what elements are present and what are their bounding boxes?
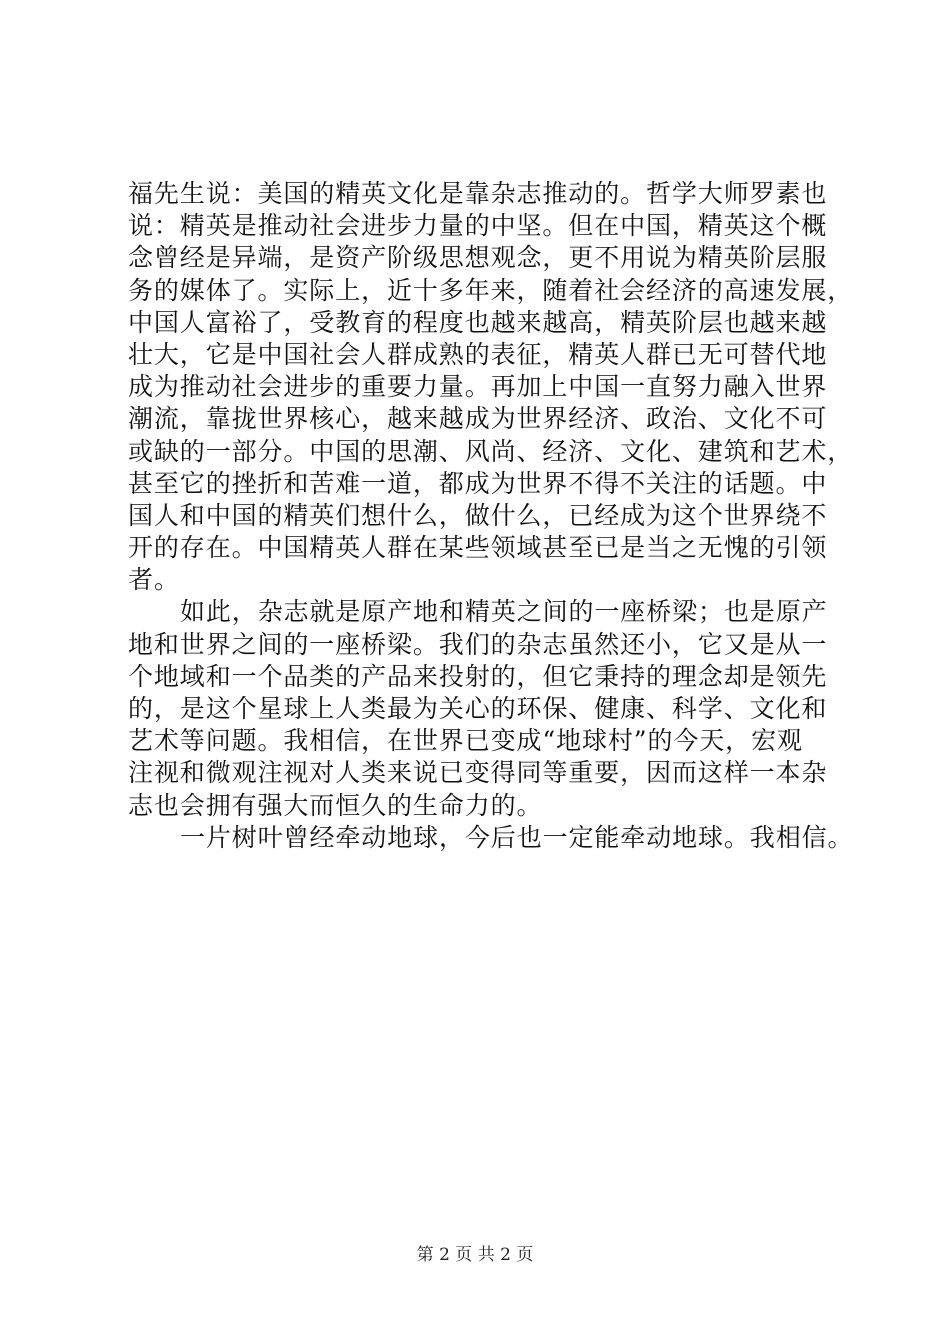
document-body [128,178,856,854]
text-line: 开的存在。中国精英人群在某些领域甚至已是当之无愧的引领 [128,533,828,563]
text-line: 艺术等问题。我相信，在世界已变成“地球村”的今天，宏观 [128,726,803,756]
text-line: 成为推动社会进步的重要力量。再加上中国一直努力融入世界 [128,372,828,402]
text-line: 地和世界之间的一座桥梁。我们的杂志虽然还小，它又是从一 [128,629,828,659]
text-line: 甚至它的挫折和苦难一道，都成为世界不得不关注的话题。中 [128,468,828,498]
text-line: 者。 [128,565,180,595]
text-line: 国人和中国的精英们想什么，做什么，已经成为这个世界绕不 [128,500,828,530]
paragraph-start-line: 一片树叶曾经牵动地球，今后也一定能牵动地球。我相信。 [180,822,854,852]
text-line: 务的媒体了。实际上，近十多年来，随着社会经济的高速发展， [128,275,854,305]
paragraph-start-line: 如此，杂志就是原产地和精英之间的一座桥梁；也是原产 [180,597,828,627]
text-line: 壮大，它是中国社会人群成熟的表征，精英人群已无可替代地 [128,339,828,369]
text-line: 志也会拥有强大而恒久的生命力的。 [128,790,543,820]
text-line: 的，是这个星球上人类最为关心的环保、健康、科学、文化和 [128,694,828,723]
text-line: 福先生说：美国的精英文化是靠杂志推动的。哲学大师罗素也 [128,179,828,208]
text-line: 注视和微观注视对人类来说已变得同等重要，因而这样一本杂 [128,758,828,788]
page-number-footer: 第 2 页 共 2 页 [416,1245,534,1265]
text-line: 潮流，靠拢世界核心，越来越成为世界经济、政治、文化不可 [128,404,828,434]
text-line: 念曾经是异端，是资产阶级思想观念，更不用说为精英阶层服 [128,243,828,273]
text-line: 个地域和一个品类的产品来投射的，但它秉持的理念却是领先 [128,661,828,691]
text-line: 或缺的一部分。中国的思潮、风尚、经济、文化、建筑和艺术， [128,436,854,466]
text-line: 说：精英是推动社会进步力量的中坚。但在中国，精英这个概 [128,211,828,241]
text-line: 中国人富裕了，受教育的程度也越来越高，精英阶层也越来越 [128,307,828,337]
